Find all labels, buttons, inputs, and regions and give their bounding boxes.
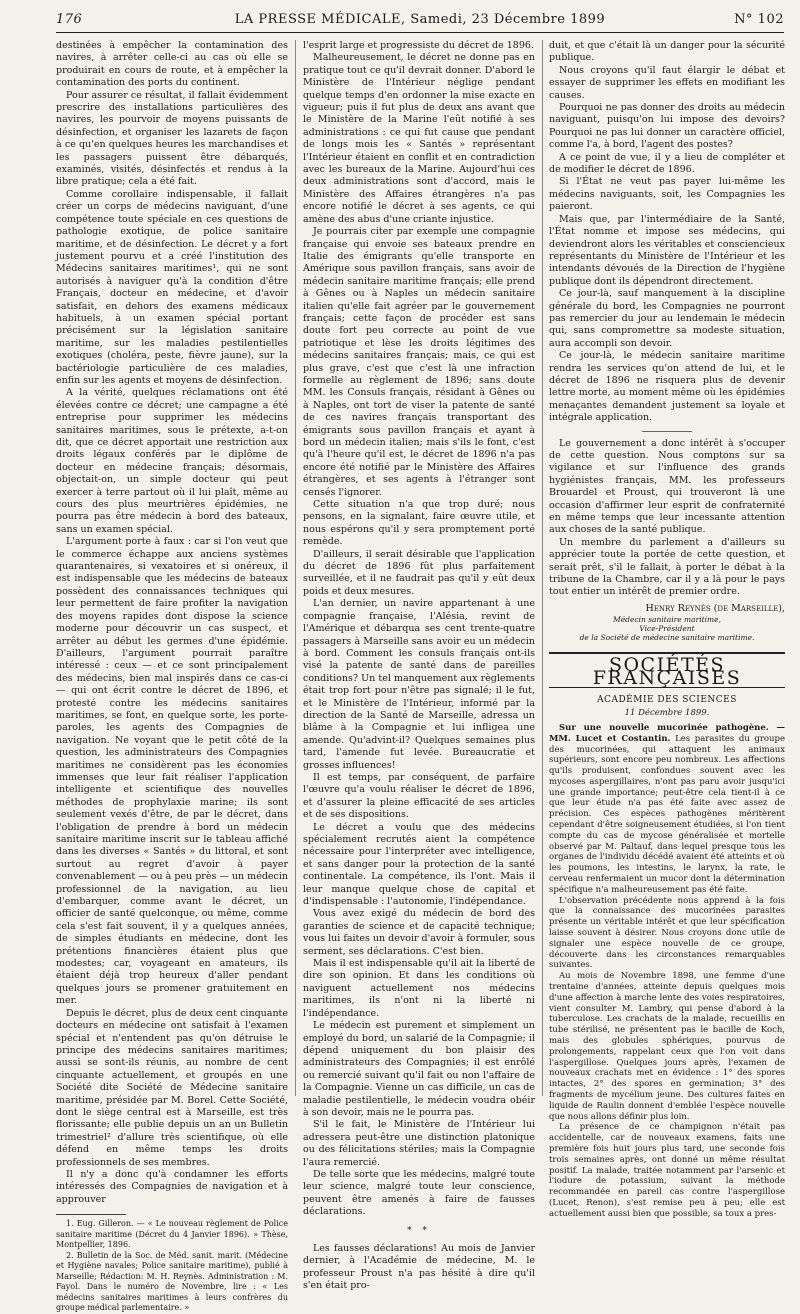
paragraph: Au mois de Novembre 1898, une femme d'une trentaine d'années, atteinte depuis quelques mois d'une affection à marche lente des voies respiratoires, vient consulter M. Lambry, qui pense d'abord à la tuberculose. Les crachats de la malade, recueillis en tube stérilisé, ne présentent pas le bacille de Koch, mais des globules sphériques, pourvus de prolongements, rappelant ceux que l'on voit dans l'aspergillose. Quelques jours après, l'examen de nouveaux crachats met en évidence : 1° des spores intactes, 2° des spores en germination; 3° des fragments de mycélium jeune. Des cultures faites en liquide de Raulin donnent d'emblée l'espèce nouvelle que nous allons définir plus loin. bbox=[549, 971, 785, 1122]
paragraph: Si l'État ne veut pas payer lui-même les médecins naviguants, soit, les Compagnies les paieront. bbox=[549, 176, 785, 213]
communication-title: Sur une nouvelle mucorinée pathogène. — MM. Lucet et Costantin. bbox=[549, 722, 785, 744]
paragraph: Le décret a voulu que des médecins spécialement recrutés aient la compétence nécessaire pour l'interpréter avec intelligence, et sans danger pour la protection de la santé continentale. La compétence, ils l'ont. Mais il leur manque quelque chose de capital et d'indispensable : l'autonomie, l'indépendance. bbox=[303, 821, 535, 908]
footnote: 1. Eug. Gilleron. — « Le nouveau règlement de Police sanitaire maritime (Décret du 4 Janvier 1896). » Thèse, Montpellier, 1896. bbox=[56, 1219, 288, 1250]
column-1 bbox=[56, 40, 288, 1313]
paragraph: Comme corollaire indispensable, il fallait créer un corps de médecins naviguant, d'une compétence toute spéciale en ces questions de pathologie exotique, de police sanitaire maritime, et de désinfection. Le décret y a fort justement pourvu et a créé l'institution des Médecins sanitaires maritimes¹, qui ne sont autorisés à naviguer qu'à la condition d'être Français, docteur en médecine, et d'avoir satisfait, en dehors des examens médicaux habituels, à un examen spécial portant précisément sur la législation sanitaire maritime, sur les maladies pestilentielles exotiques (choléra, peste, fièvre jaune), sur la bactériologie particulière de ces maladies, enfin sur les agents et moyens de désinfection. bbox=[56, 188, 288, 386]
issue-number: N° 102 bbox=[734, 12, 784, 27]
paragraph: Cette situation n'a que trop duré; nous pensons, en la signalant, faire œuvre utile, et nous espérons qu'il y sera promptement porté remède. bbox=[303, 499, 535, 548]
paragraph: Depuis le décret, plus de deux cent cinquante docteurs en médecine ont satisfait à l'examen spécial et n'entendent pas qu'on détruise le principe des médecins sanitaires maritimes; aussi se sont-ils réunis, au nombre de cent cinquante actuellement, et groupés en une Société dite Société de Médecine sanitaire maritime, présidée par M. Borel. Cette Société, dont le siège central est à Marseille, est très florissante; elle publie depuis un an un Bulletin trimestriel² d'allure très scientifique, où elle défend en même temps les droits professionnels de ses membres. bbox=[56, 1007, 288, 1168]
paragraph: Ce jour-là, le médecin sanitaire maritime rendra les services qu'on attend de lui, et le décret de 1896 ne risquera plus de devenir lettre morte, au moment même où les épidémies menaçantes demandent justement sa loyale et intégrale application. bbox=[549, 350, 785, 424]
communication-text: Les parasites du groupe des mucorinées, qui attaquent les animaux supérieurs, sont encore peu nombreux. Les affections qu'ils produisent, confondues souvent avec les mycoses aspergillaires, n'ont pas paru avoir jusqu'ici une grande importance; peut-être cela tient-il à ce que leur étude n'a pas été faite avec assez de précision. Ces espèces pathogènes méritèrent cependant d'être soigneusement étudiées, si l'on tient compte du cas de mycose généralisée et mortelle observé par M. Paltauf, dans lequel presque tous les organes de l'individu décédé avaient été atteints et où les poumons, les intestins, le larynx, la rate, le cerveau renfermaient un mucor dont la détermination spécifique n'a malheureusement pas été faite. bbox=[549, 733, 785, 895]
paragraph: A la vérité, quelques réclamations ont été élevées contre ce décret; une campagne a été entreprise pour supprimer les médecins sanitaires maritimes, sous le prétexte, a-t-on dit, que ce décret apportait une restriction aux droits légaux conférés par le diplôme de docteur en médecine français; désormais, objectait-on, un simple docteur qui peut exercer à terre partout où il lui plaît, même au cours des plus meurtrières épidémies, ne pourra pas être médecin à bord des bateaux, sans un examen spécial. bbox=[56, 387, 288, 535]
author-signature: Henry Reynès (de Marseille), bbox=[645, 602, 785, 614]
paragraph: Mais il est indispensable qu'il ait la liberté de dire son opinion. Et dans les conditions où naviguent actuellement nos médecins maritimes, ils n'ont ni la liberté ni l'indépendance. bbox=[303, 958, 535, 1019]
paragraph: La présence de ce champignon n'était pas accidentelle, car de nouveaux examens, faits une première fois huit jours plus tard, une seconde fois trois semaines après, ont donné un même résultat positif. La malade, traitée notamment par l'arsenic et l'iodure de potassium, suivant la méthode recommandée en pareil cas contre l'aspergillose (Lucet, Renon), s'est remise peu à peu; elle est actuellement aussi bien que possible, sa toux a pres- bbox=[549, 1122, 785, 1219]
paragraph: Il est temps, par conséquent, de parfaire l'œuvre qu'a voulu réaliser le décret de 1896, et d'assurer la pleine efficacité de ses articles et de ses dispositions. bbox=[303, 771, 535, 821]
paragraph: A ce point de vue, il y a lieu de compléter et de modifier le décret de 1896. bbox=[549, 151, 785, 176]
paragraph: destinées à empêcher la contamination des navires, à arrêter celle-ci au cas où elle se produirait en cours de route, et à empêcher la contamination des ports du continent. bbox=[56, 40, 288, 89]
paragraph: L'observation précédente nous apprend à la fois que la connaissance des mucorinées parasites présente un véritable intérêt et que leur spécification laisse souvent à désirer. Nous croyons donc utile de signaler une espèce nouvelle de ce groupe, découverte dans les circonstances remarquables suivantes. bbox=[549, 895, 785, 971]
session-date: 11 Décembre 1899. bbox=[624, 707, 710, 718]
paragraph: duit, et que c'était là un danger pour la sécurité publique. bbox=[549, 40, 785, 64]
paragraph: Je pourrais citer par exemple une compagnie française qui envoie ses bateaux prendre en Italie des émigrants qu'elle transporte en Amérique sous pavillon français, sans avoir de médecin sanitaire maritime français; elle prend à Gênes ou à Naples un médecin sanitaire italien qu'elle fait agréer par le gouvernement français; cette façon de procéder est sans doute fort peu correcte au point de vue patriotique et lèse les droits légitimes des médecins sanitaires français; mais, ce qui est plus grave, c'est que c'est là une infraction formelle au règlement de 1896; sans doute MM. les Consuls français, résidant à Gênes ou à Naples, ont tort de viser la patente de santé de ces navires français transportant des émigrants sous pavillon français et ayant à bord un médecin italien; mais s'ils le font, c'est qu'à l'heure qu'il est, le décret de 1896 n'a pas encore été notifié par le Ministère des Affaires étrangères, et ses agents à l'étranger sont censés l'ignorer. bbox=[303, 226, 535, 498]
section-heading: SOCIÉTÉS FRANÇAISES bbox=[549, 652, 785, 688]
paragraph: Pourquoi ne pas donner des droits au médecin naviguant, puisqu'on lui impose des devoirs? Pourquoi ne pas lui donner un caractère officiel, comme l'a, à bord, l'agent des postes? bbox=[549, 102, 785, 151]
paragraph: S'il le fait, le Ministère de l'Intérieur lui adressera peut-être une distinction platonique ou des félicitations stériles; mais la Compagnie l'aura remercié. bbox=[303, 1119, 535, 1168]
journal-title: LA PRESSE MÉDICALE, Samedi, 23 Décembre 1899 bbox=[234, 12, 606, 27]
communication-lead bbox=[549, 723, 785, 896]
paragraph: Il n'y a donc qu'à condamner les efforts intéressés des Compagnies de navigation et à approuver bbox=[56, 1168, 288, 1205]
footnote: 2. Bulletin de la Soc. de Méd. sanit. marit. (Médecine et Hygiène navales; Police sanitaire maritime), publié à Marseille; Rédaction: M. H. Reynès. Administration : M. Fayol. Dans le numéro de Novembre, lire : « Les médecins sanitaires maritimes à leurs confrères du groupe médical parlementaire. » bbox=[56, 1250, 288, 1313]
section-separator-rule bbox=[642, 431, 692, 432]
paragraph: l'esprit large et progressiste du décret de 1896. bbox=[303, 40, 534, 51]
paragraph: L'argument porte à faux : car si l'on veut que le commerce échappe aux anciens systèmes quarantenaires, si vexatoires et si onéreux, il est indispensable que les médecins de bateaux possèdent des connaissances techniques qui leur permettent de faire profiter la navigation des moyens rapides dont dispose la science moderne pour découvrir un cas suspect, et arrêter au début les germes d'une épidémie. D'ailleurs, l'argument pourrait paraître intéressé : ceux — et ce sont principalement des médecins, bien mal inspirés dans ce cas-ci — qui ont écrit contre le décret de 1896, et protesté contre les médecins sanitaires maritimes, se font, en quelque sorte, les porte-paroles, les agents des Compagnies de navigation. Ne voyant que le petit côté de la question, les administrateurs des Compagnies maritimes ne considèrent pas les économies immenses que leur fait réaliser l'application intelligente et scientifique des nouvelles méthodes de prophylaxie marine; ils sont seulement vexés d'être, de par le décret, dans l'obligation de prendre à bord un médecin sanitaire maritime inscrit sur le tableau affiché dans les diverses « Santés » du littoral, et sont surtout au regret d'avoir à payer convenablement — ou à peu près — un médecin professionnel de la navigation, au lieu d'embarquer, comme avant le décret, un officier de santé quelconque, ou même, comme cela s'est fait souvent, il y a quelques années, de simples étudiants en médecine, dont les prétentions financières étaient plus que modestes; car, voyageant en amateurs, ils étaient déjà trop heureux d'aller pendant quelques jours se promener gratuitement en mer. bbox=[56, 536, 288, 1007]
author-society: de la Société de médecine sanitaire maritime. bbox=[579, 633, 755, 643]
paragraph: Vous avez exigé du médecin de bord des garanties de science et de capacité technique; vous lui faites un devoir d'avoir à formuler, sous serment, ses déclarations. C'est bien. bbox=[303, 908, 535, 957]
paragraph: Le gouvernement a donc intérêt à s'occuper de cette question. Nous comptons sur sa vigilance et sur l'influence des grands hygiénistes français, MM. les professeurs Brouardel et Proust, qui trouveront là une occasion d'affirmer leur esprit de confraternité en même temps que leur incessante attention aux choses de la santé publique. bbox=[549, 437, 785, 536]
column-2 bbox=[303, 40, 535, 1292]
paragraph: Le médecin est purement et simplement un employé du bord, un salarié de la Compagnie; il dépend uniquement du bon plaisir des administrateurs des Compagnies; il est enrôlé ou remercié suivant qu'il fait ou non l'affaire de la Compagnie. Vienne un cas difficile, un cas de maladie pestilentielle, le médecin voudra obéir à son devoir, mais ne le pourra pas. bbox=[303, 1020, 535, 1118]
paragraph: Les fausses déclarations! Au mois de Janvier dernier, à l'Académie de médecine, M. le professeur Proust n'a pas hésité à dire qu'il s'en était pro- bbox=[303, 1243, 535, 1292]
paragraph: Un membre du parlement a d'ailleurs su apprécier toute la portée de cette question, et serait prêt, s'il le fallait, à porter le débat à la tribune de la Chambre, car il y a là pour le pays tout entier un intérêt de premier ordre. bbox=[549, 536, 785, 598]
column-divider bbox=[295, 40, 296, 1096]
paragraph: De telle sorte que les médecins, malgré toute leur science, malgré toute leur conscience, peuvent être amenés à faire de fausses déclarations. bbox=[303, 1168, 535, 1218]
paragraph: L'an dernier, un navire appartenant à une compagnie française, l'Alésia, revint de l'Amérique et débarqua ses cent trente-quatre passagers à Marseille sans avoir eu un médecin à bord. Comment les consuls français ont-ils visé la patente de santé dans de pareilles conditions? Un tel manquement aux règlements était trop fort pour n'être pas signalé; il le fut, et le Ministère de l'Intérieur, informé par la direction de la Santé de Marseille, adressa un blâme à la Compagnie et lui infligea une amende. Qu'advint-il? Quelques semaines plus tard, l'amende fut levée. Bureaucratie et grosses influences! bbox=[303, 598, 535, 771]
page-number: 176 bbox=[56, 12, 83, 27]
paragraph: Pour assurer ce résultat, il fallait évidemment prescrire des installations particulières des navires, les pourvoir de moyens puissants de désinfection, et organiser les lazarets de façon à ce qu'en quelques heures les marchandises et les passagers puissent être débarqués, examinés, visités, désinfectés et rendus à la libre pratique; cela a été fait. bbox=[56, 89, 288, 188]
subsection-heading: ACADÉMIE DES SCIENCES bbox=[597, 695, 737, 706]
paragraph: Mais que, par l'intermédiaire de la Santé, l'État nomme et impose ses médecins, qui deviendront alors les véritables et consciencieux représentants du Ministère de l'Intérieur et les intendants dévoués de la Direction de l'hygiène publique dont ils dépendront directement. bbox=[549, 213, 785, 287]
section-separator: * * bbox=[407, 1225, 431, 1236]
author-title: Médecin sanitaire maritime, bbox=[613, 615, 721, 625]
header-rule bbox=[56, 32, 784, 33]
paragraph: Nous croyons qu'il faut élargir le débat et essayer de supprimer les effets en modifiant les causes. bbox=[549, 64, 785, 101]
footnote-rule bbox=[56, 1214, 126, 1215]
paragraph: Ce jour-là, sauf manquement à la discipline générale du bord, les Compagnies ne pourront pas remercier du jour au lendemain le médecin qui, sans compromettre sa modeste situation, aura accompli son devoir. bbox=[549, 288, 785, 349]
author-role: Vice-Président bbox=[639, 624, 695, 634]
paragraph: Malheureusement, le décret ne donne pas en pratique tout ce qu'il devrait donner. D'abord le Ministère de l'Intérieur néglige pendant quelque temps d'en ordonner la mise exacte en vigueur; puis il fut plus de deux ans avant que le Ministère de la Marine l'eût notifié à ses administrations : ce qui fut cause que pendant de longs mois les « Santés » représentant l'Intérieur étaient en conflit et en contradiction avec les bureaux de la Marine. Aujourd'hui ces deux administrations sont d'accord, mais le Ministère des Affaires étrangères n'a pas encore notifié le décret à ses agents, ce qui amène des abus d'une criante injustice. bbox=[303, 52, 535, 225]
column-3 bbox=[549, 40, 785, 1219]
column-divider bbox=[542, 40, 543, 1096]
paragraph: D'ailleurs, il serait désirable que l'application du décret de 1896 fût plus parfaitement surveillée, et il ne faudrait pas qu'il y eût deux poids et deux mesures. bbox=[303, 548, 535, 597]
page-header bbox=[56, 10, 784, 32]
